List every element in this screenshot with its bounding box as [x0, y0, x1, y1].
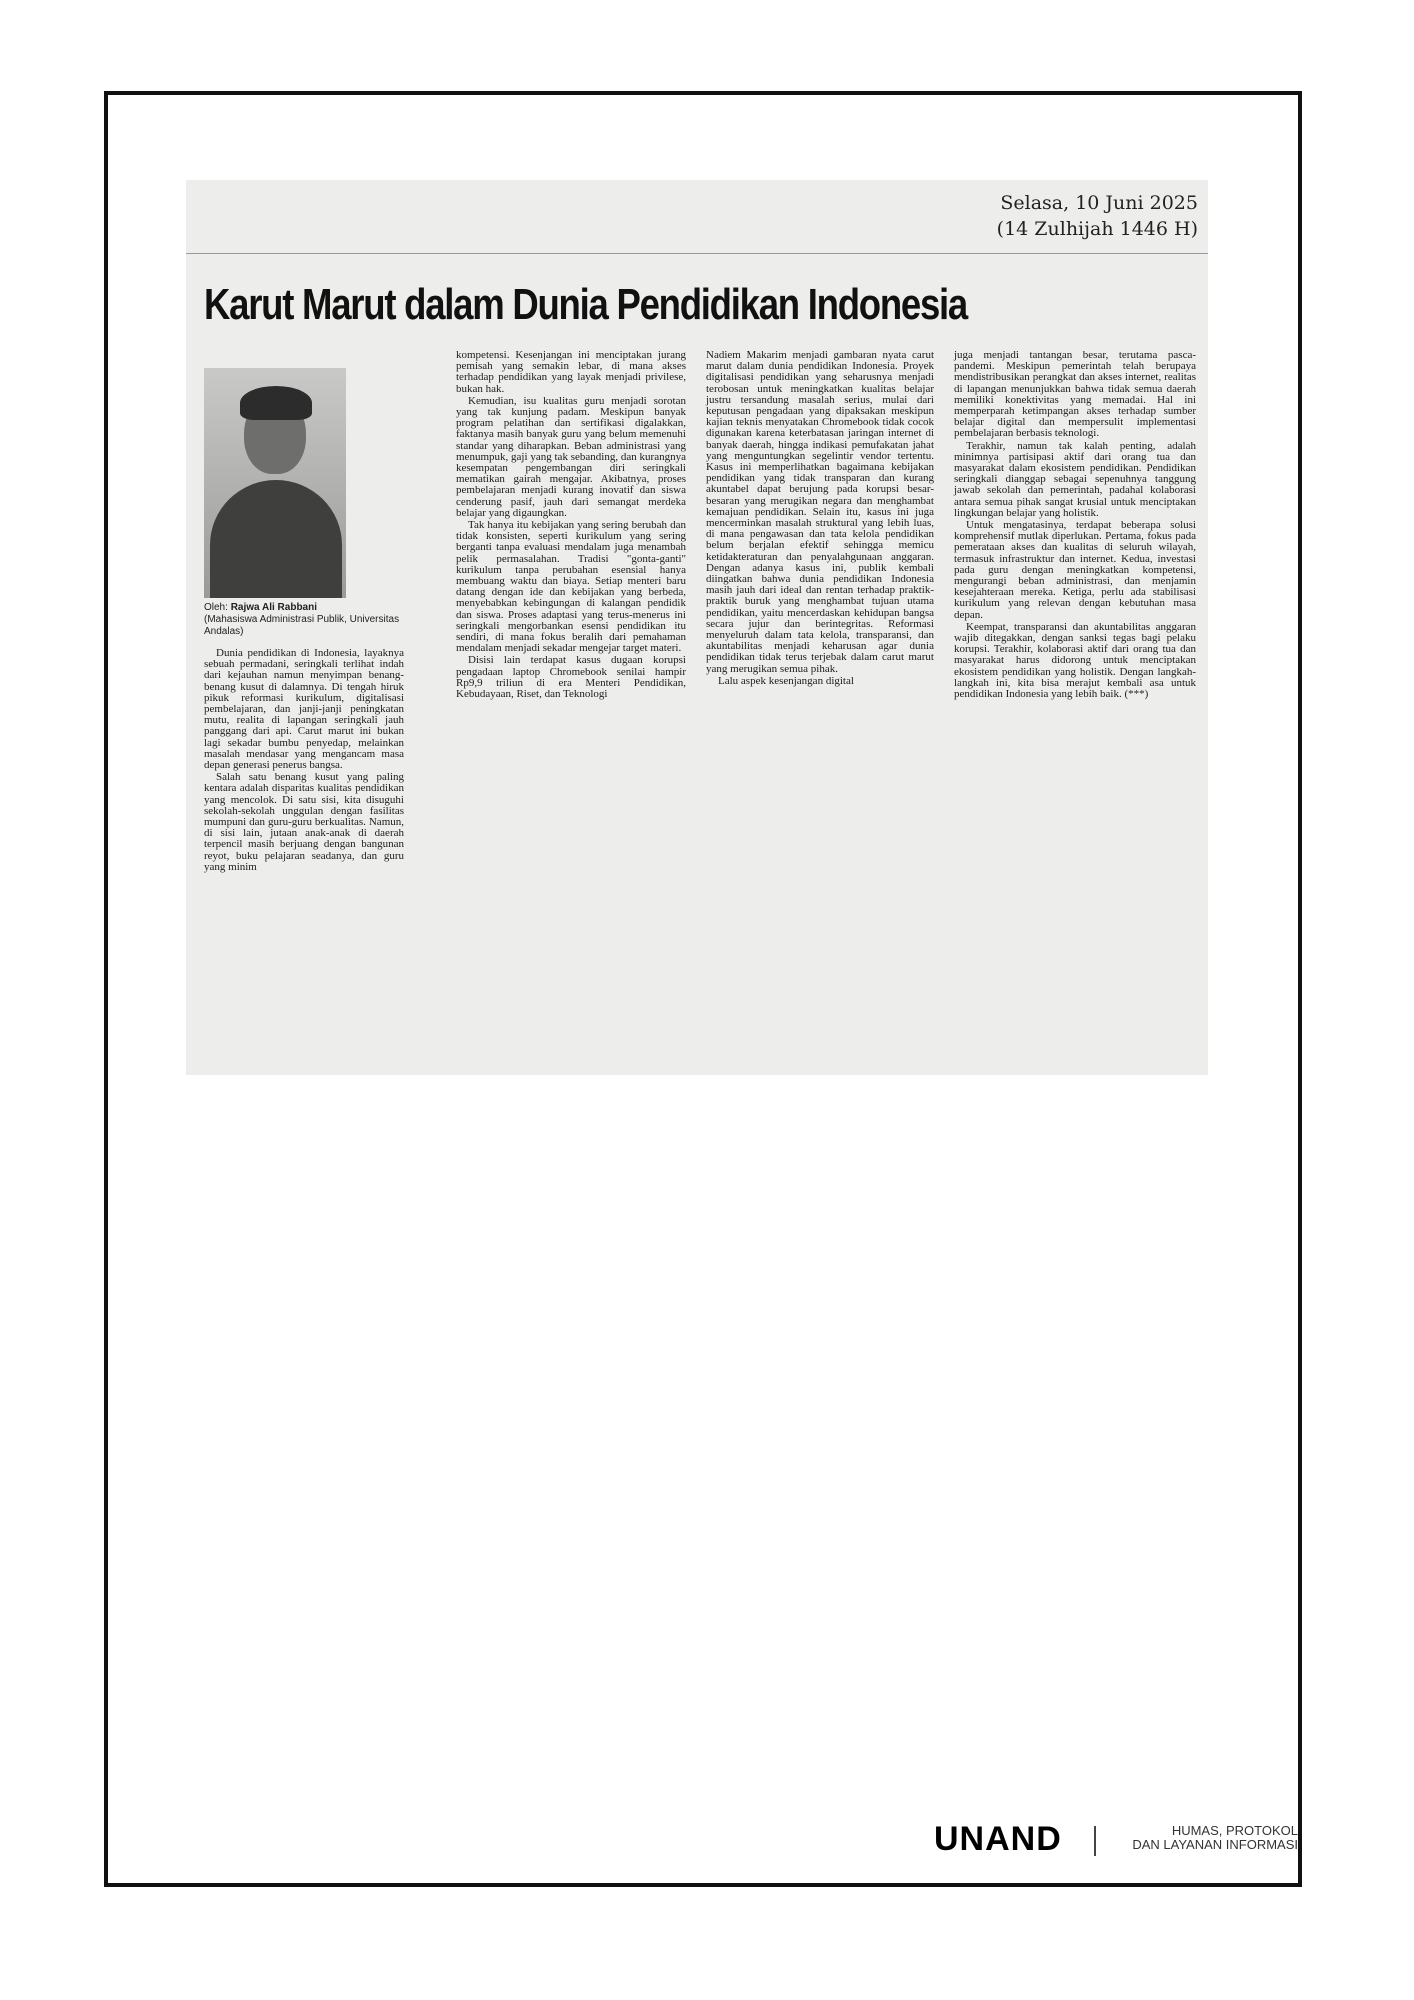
paragraph: kompetensi. Kesenjangan ini menciptakan jurang pemisah yang semakin lebar, di mana akses terhadap pendidikan yang layak menjadi privilese, bukan hak.	[456, 349, 686, 395]
article-column-4	[954, 350, 1196, 701]
article-column-2	[456, 350, 686, 701]
paragraph: Salah satu benang kusut yang paling kentara adalah disparitas kualitas pendidikan yang mencolok. Di satu sisi, kita disuguhi sekolah-sekolah unggulan dengan fasilitas mumpuni dan guru-guru berkualitas. Namun, di sisi lain, jutaan anak-anak di daerah terpencil masih berjuang dengan bangunan reyot, buku pelajaran seadanya, dan guru yang minim	[204, 771, 404, 873]
newspaper-clipping	[186, 180, 1208, 1075]
byline-prefix: Oleh:	[204, 602, 228, 613]
article-headline: Karut Marut dalam Dunia Pendidikan Indonesia	[204, 280, 968, 329]
paragraph: Nadiem Makarim menjadi gambaran nyata carut marut dalam dunia pendidikan Indonesia. Proyek digitalisasi pendidikan yang seharusnya menjadi terobosan untuk meningkatkan kualitas belajar justru tersandung masalah serius, mulai dari keputusan pengadaan yang dipaksakan meskipun kajian teknis menyatakan Chromebook tidak cocok digunakan karena keterbatasan jaringan internet di banyak daerah, hingga indikasi pemufakatan jahat yang menguntungkan segelintir vendor tertentu. Kasus ini memperlihatkan bagaimana kebijakan pendidikan yang tidak transparan dan kurang akuntabel dapat berujung pada korupsi besar-besaran yang merugikan negara dan menghambat kemajuan pendidikan. Selain itu, kasus ini juga mencerminkan masalah struktural yang lebih luas, di mana pengawasan dan tata kelola pendidikan belum berjalan efektif sehingga memicu ketidakteraturan dan penyalahgunaan anggaran. Dengan adanya kasus ini, publik kembali diingatkan bahwa dunia pendidikan Indonesia masih jauh dari ideal dan rentan terhadap praktik-praktik buruk yang menghambat tujuan utama pendidikan, yaitu mencerdaskan kehidupan bangsa secara jujur dan berintegritas. Reformasi menyeluruh dalam tata kelola, transparansi, dan akuntabilitas menjadi keharusan agar dunia pendidikan tidak terus terjebak dalam carut marut yang merugikan semua pihak.	[706, 349, 934, 675]
author-byline	[204, 602, 404, 638]
author-name: Rajwa Ali Rabbani	[230, 602, 318, 613]
author-affiliation: (Mahasiswa Administrasi Publik, Universitas Andalas)	[204, 614, 400, 637]
department-line-1: HUMAS, PROTOKOL	[1171, 1823, 1298, 1838]
department-name	[1102, 1824, 1298, 1852]
paragraph: Untuk mengatasinya, terdapat beberapa solusi komprehensif mutlak diperlukan. Pertama, fokus pada pemerataan akses dan kualitas di seluruh wilayah, termasuk infrastruktur dan internet. Kedua, investasi pada guru dengan meningkatkan kompetensi, mengurangi beban administrasi, dan menjamin kesejahteraan mereka. Ketiga, perlu ada stabilisasi kurikulum yang relevan dengan kebutuhan masa depan.	[954, 519, 1196, 621]
author-photo	[204, 368, 346, 598]
paragraph: Keempat, transparansi dan akuntabilitas anggaran wajib ditegakkan, dengan sanksi tegas bagi pelaku korupsi. Terakhir, kolaborasi aktif dari orang tua dan masyarakat harus didorong untuk menciptakan ekosistem pendidikan yang holistik. Dengan langkah-langkah ini, kita bisa merajut kembali asa untuk pendidikan Indonesia yang lebih baik. (***)	[954, 620, 1196, 701]
unand-logo: UNAND	[934, 1820, 1062, 1858]
issue-date-gregorian: Selasa, 10 Juni 2025	[1000, 192, 1198, 214]
paragraph: Tak hanya itu kebijakan yang sering berubah dan tidak konsisten, seperti kurikulum yang sering berganti tanpa evaluasi mendalam juga menambah pelik permasalahan. Tradisi "gonta-ganti" kurikulum tanpa perubahan esensial hanya membuang waktu dan biaya. Setiap menteri baru datang dengan ide dan kebijakan yang berbeda, menyebabkan kebingungan di kalangan pendidik dan siswa. Proses adaptasi yang terus-menerus ini seringkali mengorbankan esensi pendidikan itu sendiri, di mana fokus beralih dari pemahaman mendalam menjadi sekadar mengejar target materi.	[456, 519, 686, 655]
paragraph: Terakhir, namun tak kalah penting, adalah minimnya partisipasi aktif dari orang tua dan masyarakat dalam ekosistem pendidikan. Pendidikan seringkali dianggap sebagai sepenuhnya tanggung jawab sekolah dan pemerintah, padahal kolaborasi antara semua pihak sangat krusial untuk menciptakan lingkungan belajar yang holistik.	[954, 439, 1196, 519]
issue-date	[997, 190, 1198, 242]
paragraph: Dunia pendidikan di Indonesia, layaknya sebuah permadani, seringkali terlihat indah dari kejauhan namun menyimpan benang-benang kusut di dalamnya. Di tengah hiruk pikuk reformasi kurikulum, digitalisasi pembelajaran, dan janji-janji peningkatan mutu, realita di lapangan seringkali jauh panggang dari api. Carut marut ini bukan lagi sekadar bumbu penyedap, melainkan masalah mendasar yang mengancam masa depan generasi penerus bangsa.	[204, 647, 404, 772]
issue-date-hijri: (14 Zulhijah 1446 H)	[996, 218, 1198, 240]
paragraph: Kemudian, isu kualitas guru menjadi sorotan yang tak kunjung padam. Meskipun banyak program pelatihan dan sertifikasi digalakkan, faktanya masih banyak guru yang belum memenuhi standar yang diharapkan. Beban administrasi yang menumpuk, gaji yang tak sebanding, dan kurangnya kesempatan pengembangan diri seringkali mematikan gairah mengajar. Akibatnya, proses pembelajaran menjadi kurang inovatif dan siswa cenderung pasif, jauh dari semangat merdeka belajar yang digaungkan.	[456, 394, 686, 519]
header-rule	[186, 253, 1208, 254]
paragraph: juga menjadi tantangan besar, terutama pasca-pandemi. Meskipun pemerintah telah berupaya mendistribusikan perangkat dan akses internet, realitas di lapangan menunjukkan bahwa tidak semua daerah memiliki konektivitas yang memadai. Hal ini memperparah ketimpangan akses terhadap sumber belajar digital dan mempersulit implementasi pembelajaran berbasis teknologi.	[954, 349, 1196, 440]
footer-divider	[1094, 1826, 1096, 1856]
paragraph: Disisi lain terdapat kasus dugaan korupsi pengadaan laptop Chromebook senilai hampir Rp9,9 triliun di era Menteri Pendidikan, Kebudayaan, Riset, dan Teknologi	[456, 654, 686, 701]
department-line-2: DAN LAYANAN INFORMASI	[1132, 1837, 1298, 1852]
article-column-3	[706, 350, 934, 688]
paragraph: Lalu aspek kesenjangan digital	[718, 674, 854, 687]
article-column-1	[204, 648, 404, 874]
